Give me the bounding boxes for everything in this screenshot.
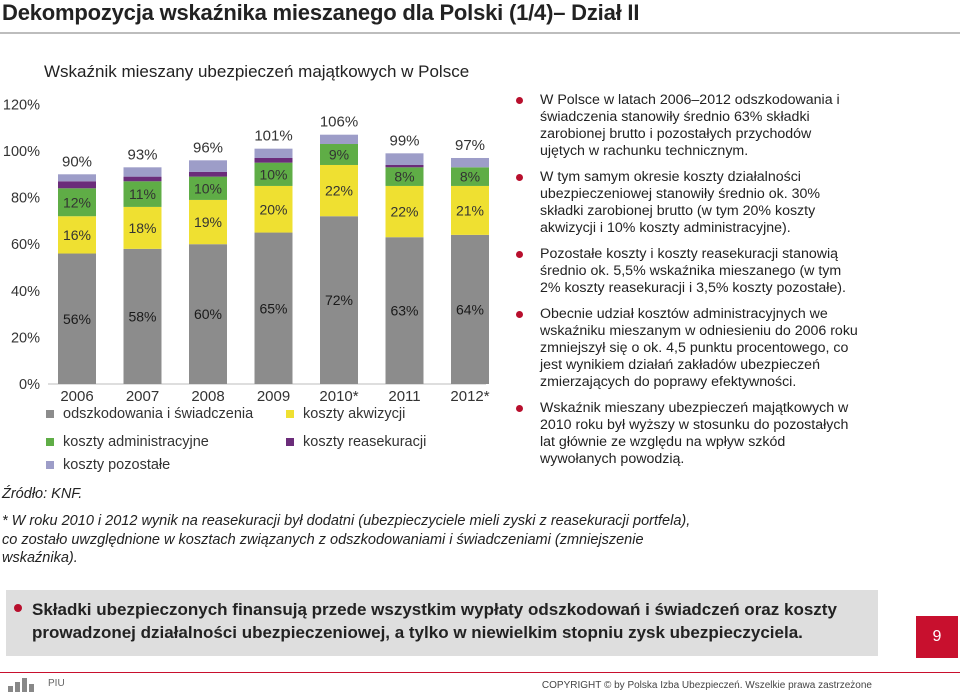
commentary-list	[514, 92, 859, 477]
page-title: Dekompozycja wskaźnika mieszanego dla Polski (1/4)– Dział II	[2, 0, 640, 25]
bar-other	[255, 149, 293, 158]
summary-bullet-icon	[14, 604, 22, 612]
data-label-acquisition: 19%	[193, 214, 223, 231]
bar-reinsurance	[124, 177, 162, 182]
commentary-item: W tym samym okresie koszty działalności ubezpieczeniowej stanowiły średnio ok. 30% składki zarobionej brutto (w tym 20% koszty akwizycji i 10% koszty administracyjne).	[514, 169, 859, 237]
data-label-acquisition: 20%	[259, 201, 288, 218]
legend-label-admin: koszty administracyjne	[63, 434, 209, 450]
total-label: 96%	[192, 139, 224, 157]
data-label-admin: 10%	[193, 180, 223, 197]
total-label: 90%	[61, 153, 93, 171]
x-tick-label: 2007	[125, 388, 160, 405]
legend-label-claims: odszkodowania i świadczenia	[63, 406, 254, 422]
legend-item-reinsurance	[286, 434, 426, 450]
legend-swatch-admin	[46, 438, 54, 446]
data-label-admin: 8%	[394, 168, 415, 185]
bar-other	[386, 153, 424, 165]
data-label-claims: 72%	[324, 292, 354, 309]
x-tick-label: 2012*	[450, 388, 490, 405]
commentary-item: Pozostałe koszty i koszty reasekuracji stanowią średnio ok. 5,5% wskaźnika mieszanego (w tym 2% koszty reasekuracji i 3,5% koszty pozostałe).	[514, 246, 859, 297]
x-tick-label: 2011	[388, 388, 421, 405]
data-label-admin: 11%	[129, 186, 156, 203]
y-tick-label: 120%	[2, 97, 40, 114]
y-tick-label: 20%	[10, 330, 40, 347]
y-tick-label: 100%	[2, 144, 40, 160]
title-divider	[0, 32, 960, 34]
data-label-claims: 65%	[259, 300, 288, 317]
summary-text: Składki ubezpieczonych finansują przede wszystkim wypłaty odszkodowań i świadczeń oraz koszty prowadzonej działalności ubezpieczeniowej, a tylko w niewielkim stopniu zysk ubezpieczyciela.	[32, 600, 837, 642]
commentary-item: Wskaźnik mieszany ubezpieczeń majątkowych w 2010 roku był wyższy w stosunku do pozostałych lat głównie ze względu na wpływ szkód wywołanych powodzią.	[514, 400, 859, 468]
bar-other	[124, 167, 162, 176]
bar-other	[451, 158, 489, 167]
total-label: 93%	[127, 146, 158, 164]
x-tick-label: 2008	[191, 388, 225, 405]
total-label: 106%	[319, 113, 359, 131]
page-number: 9	[916, 616, 958, 658]
legend-item-acquisition	[286, 406, 405, 422]
data-label-acquisition: 18%	[128, 219, 157, 236]
commentary-item: W Polsce w latach 2006–2012 odszkodowania i świadczenia stanowiły średnio 63% składki zarobionej brutto i pozostałych przychodów ujętych w rachunku technicznym.	[514, 92, 859, 160]
total-label: 101%	[254, 127, 293, 145]
legend-label-acquisition: koszty akwizycji	[303, 406, 406, 422]
legend-item-admin	[46, 434, 209, 450]
legend-swatch-claims	[46, 410, 54, 418]
bar-reinsurance	[189, 172, 227, 177]
data-label-admin: 12%	[62, 194, 92, 211]
data-label-claims: 58%	[128, 308, 157, 325]
stacked-bar-chart	[0, 90, 500, 410]
data-label-claims: 56%	[62, 310, 92, 327]
x-tick-label: 2006	[60, 388, 94, 405]
source-note: Źródło: KNF.	[2, 486, 83, 502]
bar-reinsurance	[255, 158, 293, 163]
total-label: 99%	[389, 132, 420, 150]
data-label-claims: 64%	[455, 301, 485, 318]
y-tick-label: 40%	[10, 283, 40, 300]
legend-swatch-acquisition	[286, 410, 294, 418]
data-label-admin: 8%	[459, 168, 481, 185]
x-tick-label: 2009	[256, 388, 291, 405]
summary-box	[6, 590, 878, 656]
y-tick-label: 0%	[19, 377, 40, 393]
y-tick-label: 60%	[10, 237, 40, 254]
y-tick-label: 80%	[10, 190, 40, 207]
data-label-claims: 63%	[390, 302, 419, 319]
total-label: 97%	[454, 136, 486, 154]
data-label-claims: 60%	[193, 306, 223, 323]
data-label-admin: 9%	[328, 146, 350, 163]
legend-swatch-reinsurance	[286, 438, 294, 446]
footnote: * W roku 2010 i 2012 wynik na reasekuracji był dodatni (ubezpieczyciele mieli zyski z reasekuracji portfela), co zostało uwzględnione w kosztach związanych z odszkodowaniami i świadczeniami (zmniejszenie wskaźnika).	[2, 513, 691, 566]
copyright: COPYRIGHT © by Polska Izba Ubezpieczeń. Wszelkie prawa zastrzeżone	[541, 680, 872, 691]
legend-item-claims	[46, 406, 253, 422]
legend-label-other: koszty pozostałe	[63, 457, 171, 473]
data-label-admin: 10%	[259, 166, 288, 183]
chart-title: Wskaźnik mieszany ubezpieczeń majątkowych w Polsce	[44, 62, 470, 81]
legend-item-other	[46, 457, 170, 473]
footer-divider	[0, 672, 960, 673]
data-label-acquisition: 22%	[324, 182, 354, 199]
data-label-acquisition: 16%	[62, 226, 92, 243]
x-tick-label: 2010*	[319, 388, 359, 405]
legend-label-reinsurance: koszty reasekuracji	[303, 434, 427, 450]
data-label-acquisition: 22%	[390, 203, 419, 220]
bar-reinsurance	[386, 165, 424, 167]
legend-swatch-other	[46, 461, 54, 469]
piu-logo-icon	[8, 676, 44, 692]
bar-other	[189, 160, 227, 172]
bar-other	[320, 135, 358, 144]
logo-text: PIU	[48, 678, 65, 689]
commentary-item: Obecnie udział kosztów administracyjnych we wskaźniku mieszanym w odniesieniu do 2006 roku zmniejszył się o ok. 4,5 punktu procentowego, co jest wynikiem działań zakładów ubezpieczeń zmierzających do poprawy efektywności.	[514, 306, 859, 391]
bar-reinsurance	[58, 181, 96, 188]
bar-other	[58, 174, 96, 181]
data-label-acquisition: 21%	[455, 202, 485, 219]
